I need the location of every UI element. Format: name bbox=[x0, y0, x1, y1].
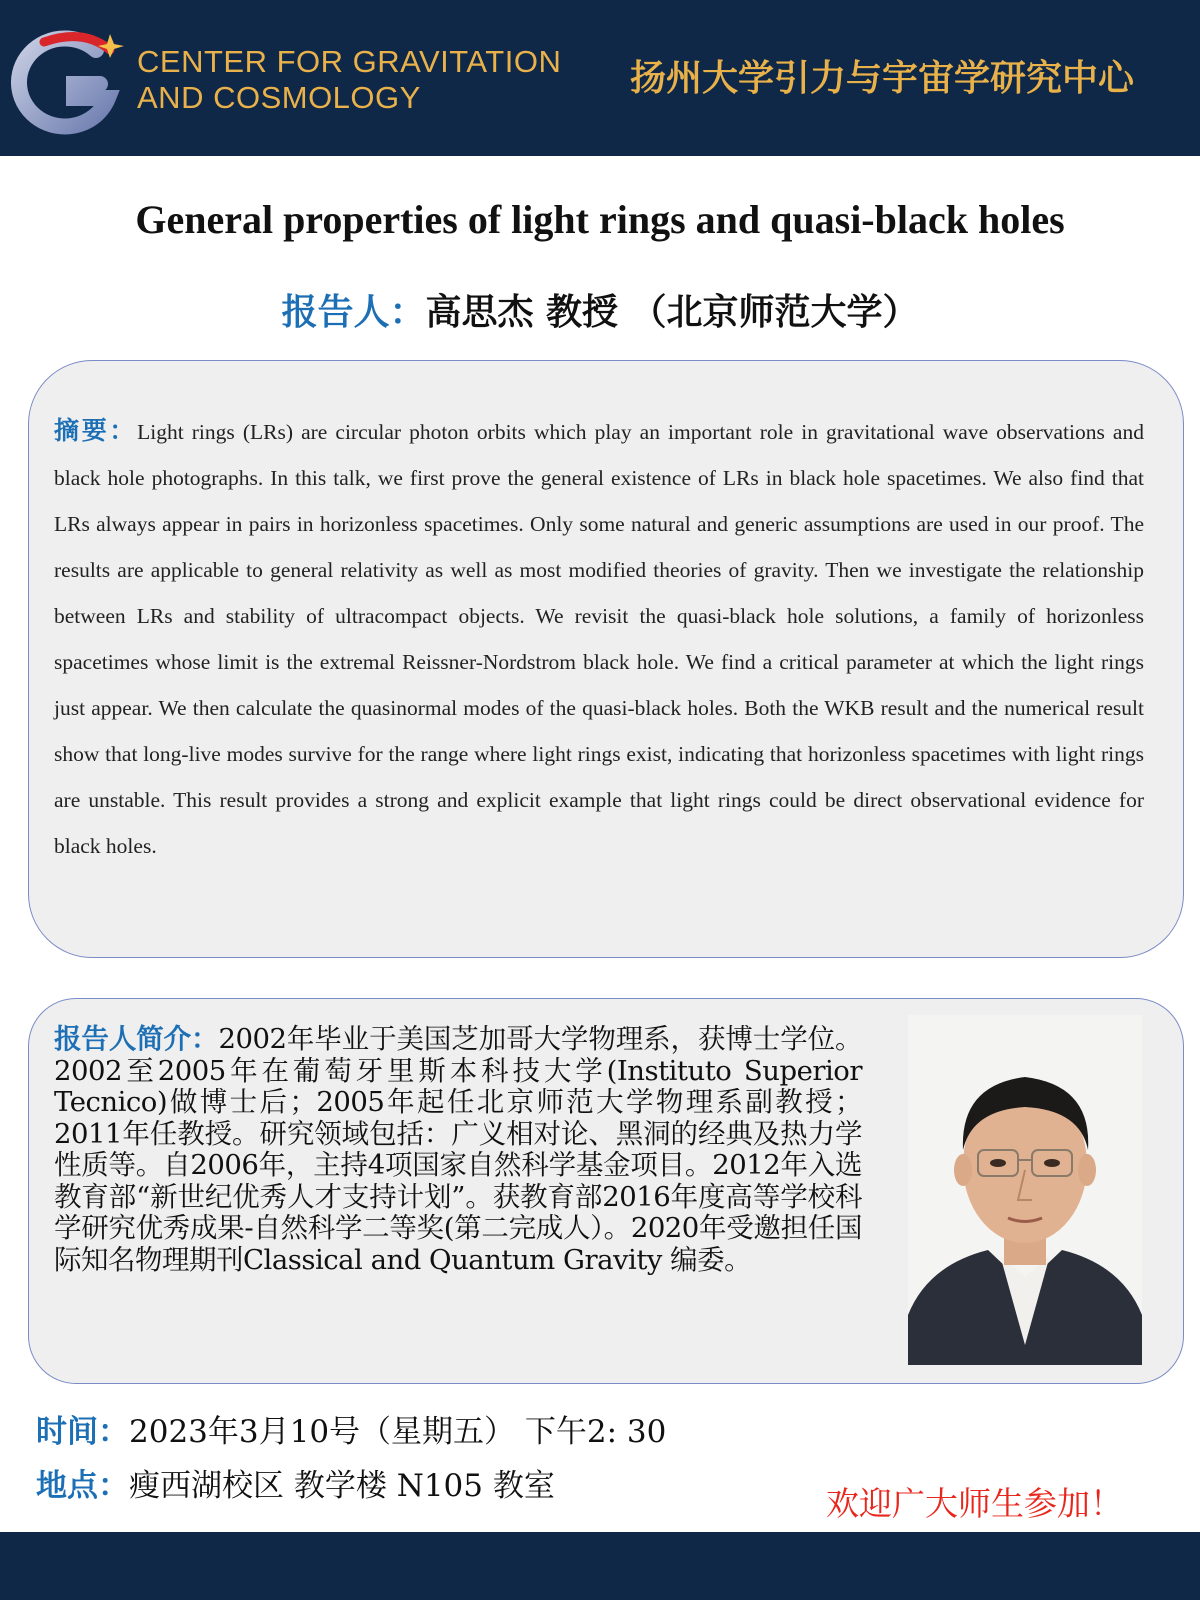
speaker-line bbox=[0, 284, 1200, 335]
abstract-text bbox=[54, 408, 1144, 869]
footer-banner bbox=[0, 1532, 1200, 1600]
cgc-logo-icon bbox=[4, 28, 132, 138]
center-name-line2: AND COSMOLOGY bbox=[137, 80, 421, 115]
place-line bbox=[36, 1460, 555, 1505]
talk-title: General properties of light rings and quasi-black holes bbox=[135, 197, 1065, 242]
time-line bbox=[36, 1406, 666, 1451]
center-name-chinese: 扬州大学引力与宇宙学研究中心 bbox=[630, 57, 1135, 99]
speaker-name: 高思杰 教授 （北京师范大学） bbox=[425, 291, 919, 333]
abstract-body: Light rings (LRs) are circular photon orbits which play an important role in gravitational wave observations and black hole photographs. In this talk, we first prove the general existence of LRs in black hole spacetimes. We also find that LRs always appear in pairs in horizonless spacetimes. Only some natural and generic assumptions are used in our proof. The results are applicable to general relativity as well as most modified theories of gravity. Then we investigate the relationship between LRs and stability of ultracompact objects. We revisit the quasi-black hole solutions, a family of horizonless spacetimes whose limit is the extremal Reissner-Nordstrom black hole. We find a critical parameter at which the light rings just appear. We then calculate the quasinormal modes of the quasi-black holes. Both the WKB result and the numerical result show that long-live modes survive for the range where light rings exist, indicating that horizonless spacetimes with light rings are unstable. This result provides a strong and explicit example that light rings could be direct observational evidence for black holes. bbox=[54, 420, 1144, 858]
time-value: 2023年3月10号（星期五） 下午2: 30 bbox=[129, 1414, 667, 1450]
speaker-label: 报告人： bbox=[281, 291, 426, 333]
center-name-line1: CENTER FOR GRAVITATION bbox=[137, 44, 562, 79]
welcome-message: 欢迎广大师生参加！ bbox=[826, 1484, 1123, 1523]
center-name-english bbox=[137, 44, 561, 116]
time-label: 时间： bbox=[36, 1414, 129, 1450]
bio-body: 2002年毕业于美国芝加哥大学物理系，获博士学位。2002至2005年在葡萄牙里斯本科技大学(Instituto Superior Tecnico)做博士后；2005年起任北京师范大学物理系副教授；2011年任教授。研究领域包括：广义相对论、黑洞的经典及热力学性质等。自2006年，主持4项国家自然科学基金项目。2012年入选教育部“新世纪优秀人才支持计划”。获教育部2016年度高等学校科学研究优秀成果-自然科学二等奖(第二完成人）。2020年受邀担任国际知名物理期刊Classical and Quantum Gravity 编委。 bbox=[54, 1023, 863, 1276]
header-banner bbox=[0, 0, 1200, 156]
abstract-label: 摘要： bbox=[54, 416, 138, 445]
place-label: 地点： bbox=[36, 1468, 129, 1504]
bio-label: 报告人简介： bbox=[54, 1023, 219, 1055]
speaker-portrait-icon bbox=[908, 1015, 1142, 1365]
bio-text bbox=[54, 1024, 862, 1276]
place-value: 瘦西湖校区 教学楼 N105 教室 bbox=[129, 1468, 555, 1504]
